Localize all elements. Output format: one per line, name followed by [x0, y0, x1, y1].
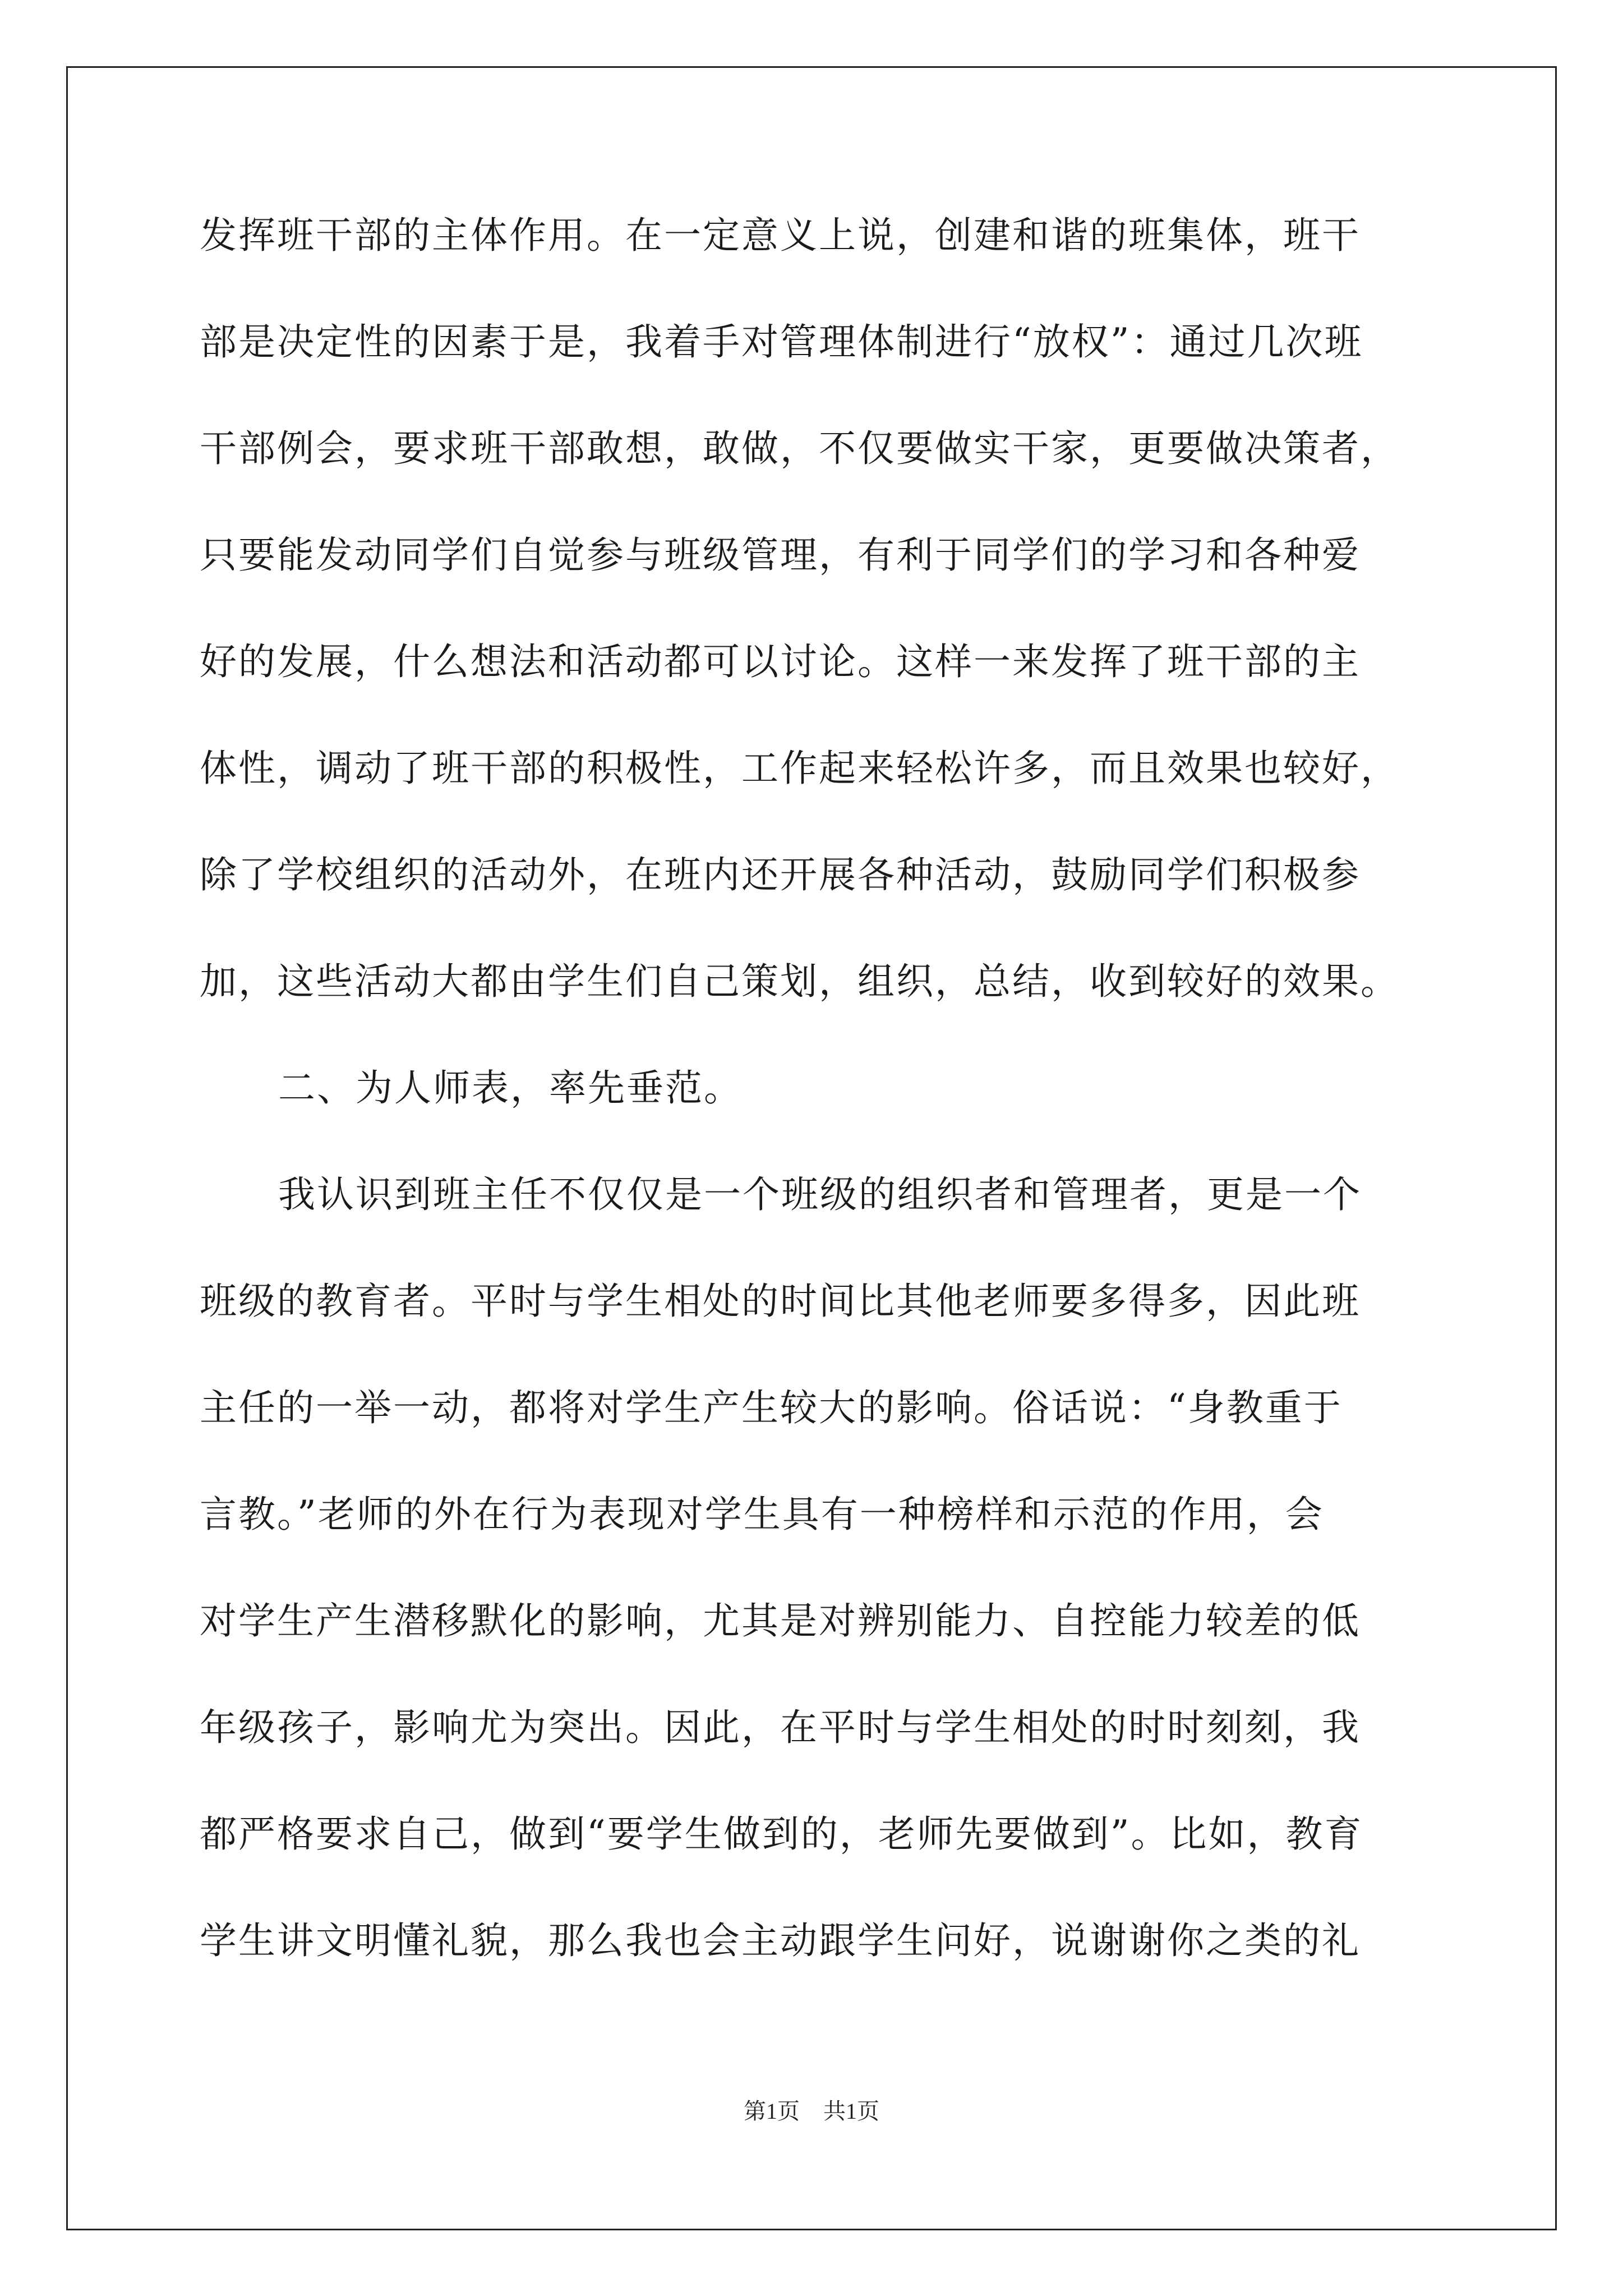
text-line: 发挥班干部的主体作用。在一定意义上说，创建和谐的班集体，班干	[200, 214, 1361, 257]
page-border	[66, 66, 1557, 2230]
page-number: 第1页	[744, 2099, 800, 2124]
text-line: 除了学校组织的活动外，在班内还开展各种活动，鼓励同学们积极参	[200, 853, 1361, 896]
text-line: 主任的一举一动，都将对学生产生较大的影响。俗话说：“身教重于	[200, 1386, 1343, 1429]
section-heading: 二、为人师表，率先垂范。	[278, 1066, 743, 1110]
page-total: 共1页	[823, 2099, 879, 2124]
text-line: 班级的教育者。平时与学生相处的时间比其他老师要多得多，因此班	[200, 1280, 1361, 1323]
text-line: 言教。”老师的外在行为表现对学生具有一种榜样和示范的作用，会	[200, 1493, 1324, 1536]
page-footer	[0, 2093, 1623, 2125]
text-line: 干部例会，要求班干部敢想，敢做，不仅要做实干家，更要做决策者，	[200, 427, 1399, 470]
text-line: 我认识到班主任不仅仅是一个班级的组织者和管理者，更是一个	[278, 1173, 1362, 1216]
text-line: 部是决定性的因素于是，我着手对管理体制进行“放权”：通过几次班	[200, 320, 1363, 364]
text-line: 只要能发动同学们自觉参与班级管理，有利于同学们的学习和各种爱	[200, 533, 1361, 577]
text-line: 加，这些活动大都由学生们自己策划，组织，总结，收到较好的效果。	[200, 960, 1399, 1003]
text-line: 年级孩子，影响尤为突出。因此，在平时与学生相处的时时刻刻，我	[200, 1706, 1361, 1749]
text-line: 都严格要求自己，做到“要学生做到的，老师先要做到”。比如，教育	[200, 1812, 1363, 1856]
text-line: 学生讲文明懂礼貌，那么我也会主动跟学生问好，说谢谢你之类的礼	[200, 1919, 1361, 1962]
text-line: 好的发展，什么想法和活动都可以讨论。这样一来发挥了班干部的主	[200, 640, 1361, 683]
text-line: 对学生产生潜移默化的影响，尤其是对辨别能力、自控能力较差的低	[200, 1599, 1361, 1642]
text-line: 体性，调动了班干部的积极性，工作起来轻松许多，而且效果也较好，	[200, 747, 1399, 790]
